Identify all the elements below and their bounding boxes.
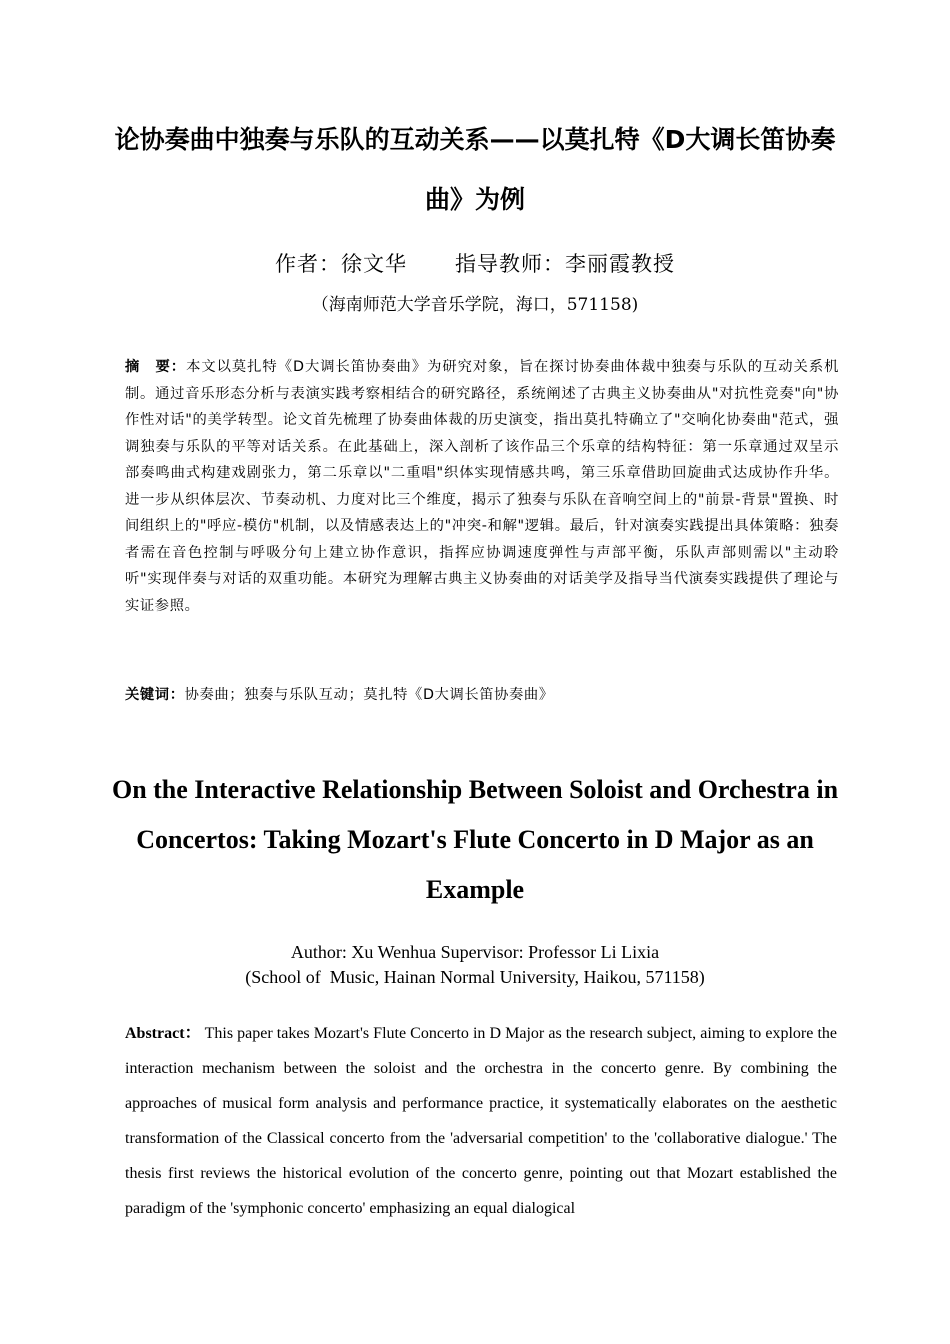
chinese-keywords-text: 协奏曲；独奏与乐队互动；莫扎特《D大调长笛协奏曲》 [184,687,554,703]
chinese-abstract-label: 摘 要： [125,359,187,375]
english-title: On the Interactive Relationship Between Soloist and Orchestra in Concertos: Taking Mozart's Flute Concerto in D Major as an Example [111,775,839,904]
chinese-author-line [0,248,950,278]
chinese-title: 论协奏曲中独奏与乐队的互动关系——以莫扎特《D大调长笛协奏曲》为例 [114,125,836,214]
chinese-keywords [125,684,839,704]
english-authors: Author: Xu Wenhua Supervisor: Professor Li Lixia [290,942,660,962]
chinese-keywords-label: 关键词： [125,687,185,703]
chinese-supervisor: 指导教师：李丽霞教授 [455,252,675,276]
chinese-abstract-text: 本文以莫扎特《D大调长笛协奏曲》为研究对象，旨在探讨协奏曲体裁中独奏与乐队的互动关系机制。通过音乐形态分析与表演实践考察相结合的研究路径，系统阐述了古典主义协奏曲从"对抗性竞奏"向"协作性对话"的美学转型。论文首先梳理了协奏曲体裁的历史演变，指出莫扎特确立了"交响化协奏曲"范式，强调独奏与乐队的平等对话关系。在此基础上，深入剖析了该作品三个乐章的结构特征：第一乐章通过双呈示部奏鸣曲式构建戏剧张力，第二乐章以"二重唱"织体实现情感共鸣，第三乐章借助回旋曲式达成协作升华。进一步从织体层次、节奏动机、力度对比三个维度，揭示了独奏与乐队在音响空间上的"前景-背景"置换、时间组织上的"呼应-模仿"机制，以及情感表达上的"冲突-和解"逻辑。最后，针对演奏实践提出具体策略：独奏者需在音色控制与呼吸分句上建立协作意识，指挥应协调速度弹性与声部平衡，乐队声部则需以"主动聆听"实现伴奏与对话的双重功能。本研究为理解古典主义协奏曲的对话美学及指导当代演奏实践提供了理论与实证参照。 [125,359,839,614]
chinese-affiliation: （海南师范大学音乐学院，海口，571158) [311,295,639,315]
chinese-author: 作者：徐文华 [275,252,407,276]
english-abstract-text: This paper takes Mozart's Flute Concerto in D Major as the research subject, aiming to explore the interaction mechanism between the soloist and the orchestra in the concerto genre. By combining the approaches of musical form analysis and performance practice, it systematically elaborates on the aesthetic transformation of the Classical concerto from the 'adversarial competition' to the 'collaborative dialogue.' The thesis first reviews the historical evolution of the concerto genre, pointing out that Mozart established the paradigm of the 'symphonic concerto' emphasizing an equal dialogical [125,1025,837,1217]
chinese-abstract [125,354,839,619]
english-abstract [125,1016,837,1226]
english-affiliation: (School of Music, Hainan Normal University, Haikou, 571158) [245,967,705,987]
english-abstract-label: Abstract： [125,1025,201,1042]
